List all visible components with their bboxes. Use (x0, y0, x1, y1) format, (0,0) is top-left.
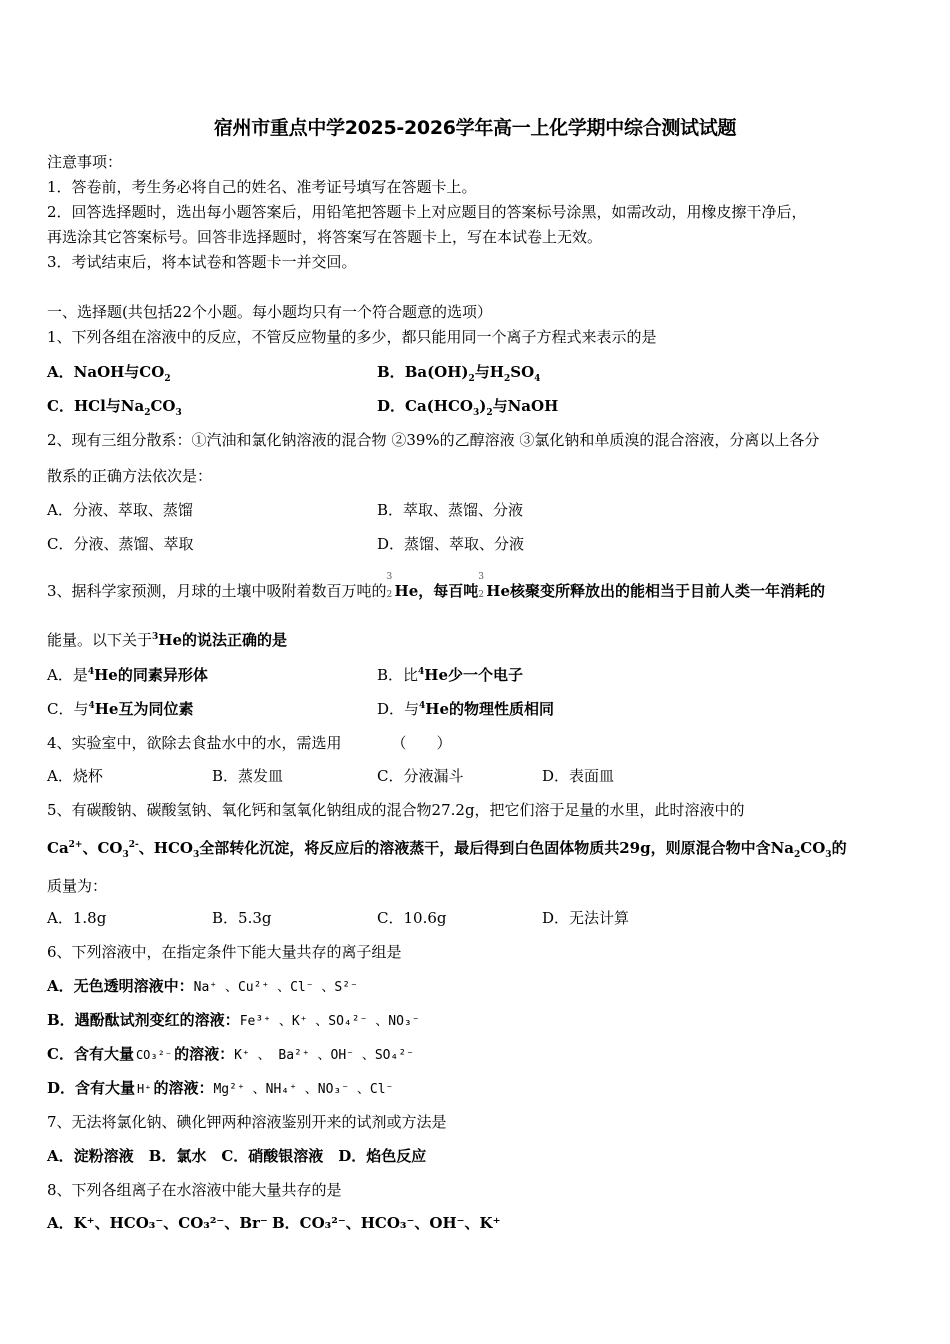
q6-stem: 6、下列溶液中，在指定条件下能大量共存的离子组是 (47, 943, 402, 961)
q5-option-c: C．10.6g (377, 909, 447, 927)
answer-blank: （ ） (391, 734, 452, 752)
q3-option-a: A．是$^4$He的同素异形体 (47, 666, 208, 684)
q3-option-b: B．比$^4$He少一个电子 (377, 666, 524, 684)
q5-option-a: A．1.8g (47, 909, 107, 927)
q1-option-b: B．$Ba(OH)_2$与$H_2SO_4$ (377, 363, 541, 384)
section-heading: 一、选择题(共包括22个小题。每小题均只有一个符合题意的选项） (47, 303, 492, 321)
q1-option-c: C．HCl与$Na_2CO_3$ (47, 397, 182, 418)
q5-option-b: B．5.3g (212, 909, 272, 927)
q5-stem-b: $Ca^{2+}$、$CO_3^{2-}$、$HCO_3$全部转化沉淀，将反应后的溶液蒸干，最后得到白色固体物质共29g，则原混合物中含$Na_2CO_3$的 (47, 839, 847, 860)
q4-stem: 4、实验室中，欲除去食盐水中的水，需选用 （ ） (47, 734, 452, 752)
q2-option-a: A．分液、萃取、蒸馏 (47, 501, 193, 519)
q3-stem-a: 3、据科学家预测，月球的土壤中吸附着数百万吨的 3 2 He，每百吨 3 2 He核聚变所释放出的能相当于目前人类一年消耗的 (47, 572, 825, 600)
isotope-notation: 3 2 (386, 572, 393, 600)
q8-option-b: B．CO₃²⁻、HCO₃⁻、OH⁻、K⁺ (272, 1214, 501, 1232)
notice-item-2b: 再选涂其它答案标号。回答非选择题时，将答案写在答题卡上，写在本试卷上无效。 (47, 228, 603, 246)
q7-options: A．淀粉溶液 B．氯水 C．硝酸银溶液 D．焰色反应 (47, 1147, 427, 1165)
notice-item-3: 3．考试结束后，将本试卷和答题卡一并交回。 (47, 253, 357, 271)
q5-stem-c: 质量为： (47, 877, 108, 895)
q5-option-d: D．无法计算 (542, 909, 630, 927)
q2-stem-b: 散系的正确方法依次是： (47, 467, 213, 485)
q6-option-d: D．含有大量 H⁺ 的溶液：Mg²⁺ 、NH₄⁺ 、NO₃⁻ 、Cl⁻ (47, 1079, 394, 1097)
q4-option-d: D．表面皿 (542, 767, 615, 785)
q6-option-c: C．含有大量 CO₃²⁻ 的溶液：K⁺ 、 Ba²⁺ 、OH⁻ 、SO₄²⁻ (47, 1045, 414, 1063)
q6-option-b: B．遇酚酞试剂变红的溶液：Fe³⁺ 、K⁺ 、SO₄²⁻ 、NO₃⁻ (47, 1011, 420, 1029)
q6-option-a: A．无色透明溶液中：Na⁺ 、Cu²⁺ 、Cl⁻ 、S²⁻ (47, 977, 358, 995)
q3-option-c: C．与$^4$He互为同位素 (47, 700, 194, 718)
q5-stem-a: 5、有碳酸钠、碳酸氢钠、氧化钙和氢氧化钠组成的混合物27.2g，把它们溶于足量的水里，此时溶液中的 (47, 801, 745, 819)
notice-heading: 注意事项： (47, 153, 123, 171)
q2-stem-a: 2、现有三组分散系：①汽油和氯化钠溶液的混合物 ②39%的乙醇溶液 ③氯化钠和单质溴的混合溶液，分离以上各分 (47, 431, 820, 449)
q8-option-a: A．K⁺、HCO₃⁻、CO₃²⁻、Br⁻ (47, 1214, 268, 1232)
q4-option-b: B．蒸发皿 (212, 767, 284, 785)
isotope-notation: 3 2 (478, 572, 484, 600)
notice-item-1: 1．答卷前，考生务必将自己的姓名、准考证号填写在答题卡上。 (47, 178, 477, 196)
q3-stem-b: 能量。以下关于$^3$He的说法正确的是 (47, 631, 287, 649)
q8-stem: 8、下列各组离子在水溶液中能大量共存的是 (47, 1181, 342, 1199)
q4-option-a: A．烧杯 (47, 767, 103, 785)
q2-option-c: C．分液、蒸馏、萃取 (47, 535, 194, 553)
page-title: 宿州市重点中学2025-2026学年高一上化学期中综合测试试题 (213, 117, 737, 139)
notice-item-2a: 2．回答选择题时，选出每小题答案后，用铅笔把答题卡上对应题目的答案标号涂黑，如需改动，用橡皮擦干净后， (47, 203, 807, 221)
q2-option-d: D．蒸馏、萃取、分液 (377, 535, 525, 553)
q7-stem: 7、无法将氯化钠、碘化钾两种溶液鉴别开来的试剂或方法是 (47, 1113, 447, 1131)
q2-option-b: B．萃取、蒸馏、分液 (377, 501, 524, 519)
q4-option-c: C．分液漏斗 (377, 767, 464, 785)
q1-stem: 1、下列各组在溶液中的反应，不管反应物量的多少，都只能用同一个离子方程式来表示的是 (47, 328, 657, 346)
q1-option-a: A．NaOH与$CO_2$ (47, 363, 171, 384)
q1-option-d: D．$Ca(HCO_3)_2$与NaOH (377, 397, 559, 418)
q3-option-d: D．与$^4$He的物理性质相同 (377, 700, 555, 718)
